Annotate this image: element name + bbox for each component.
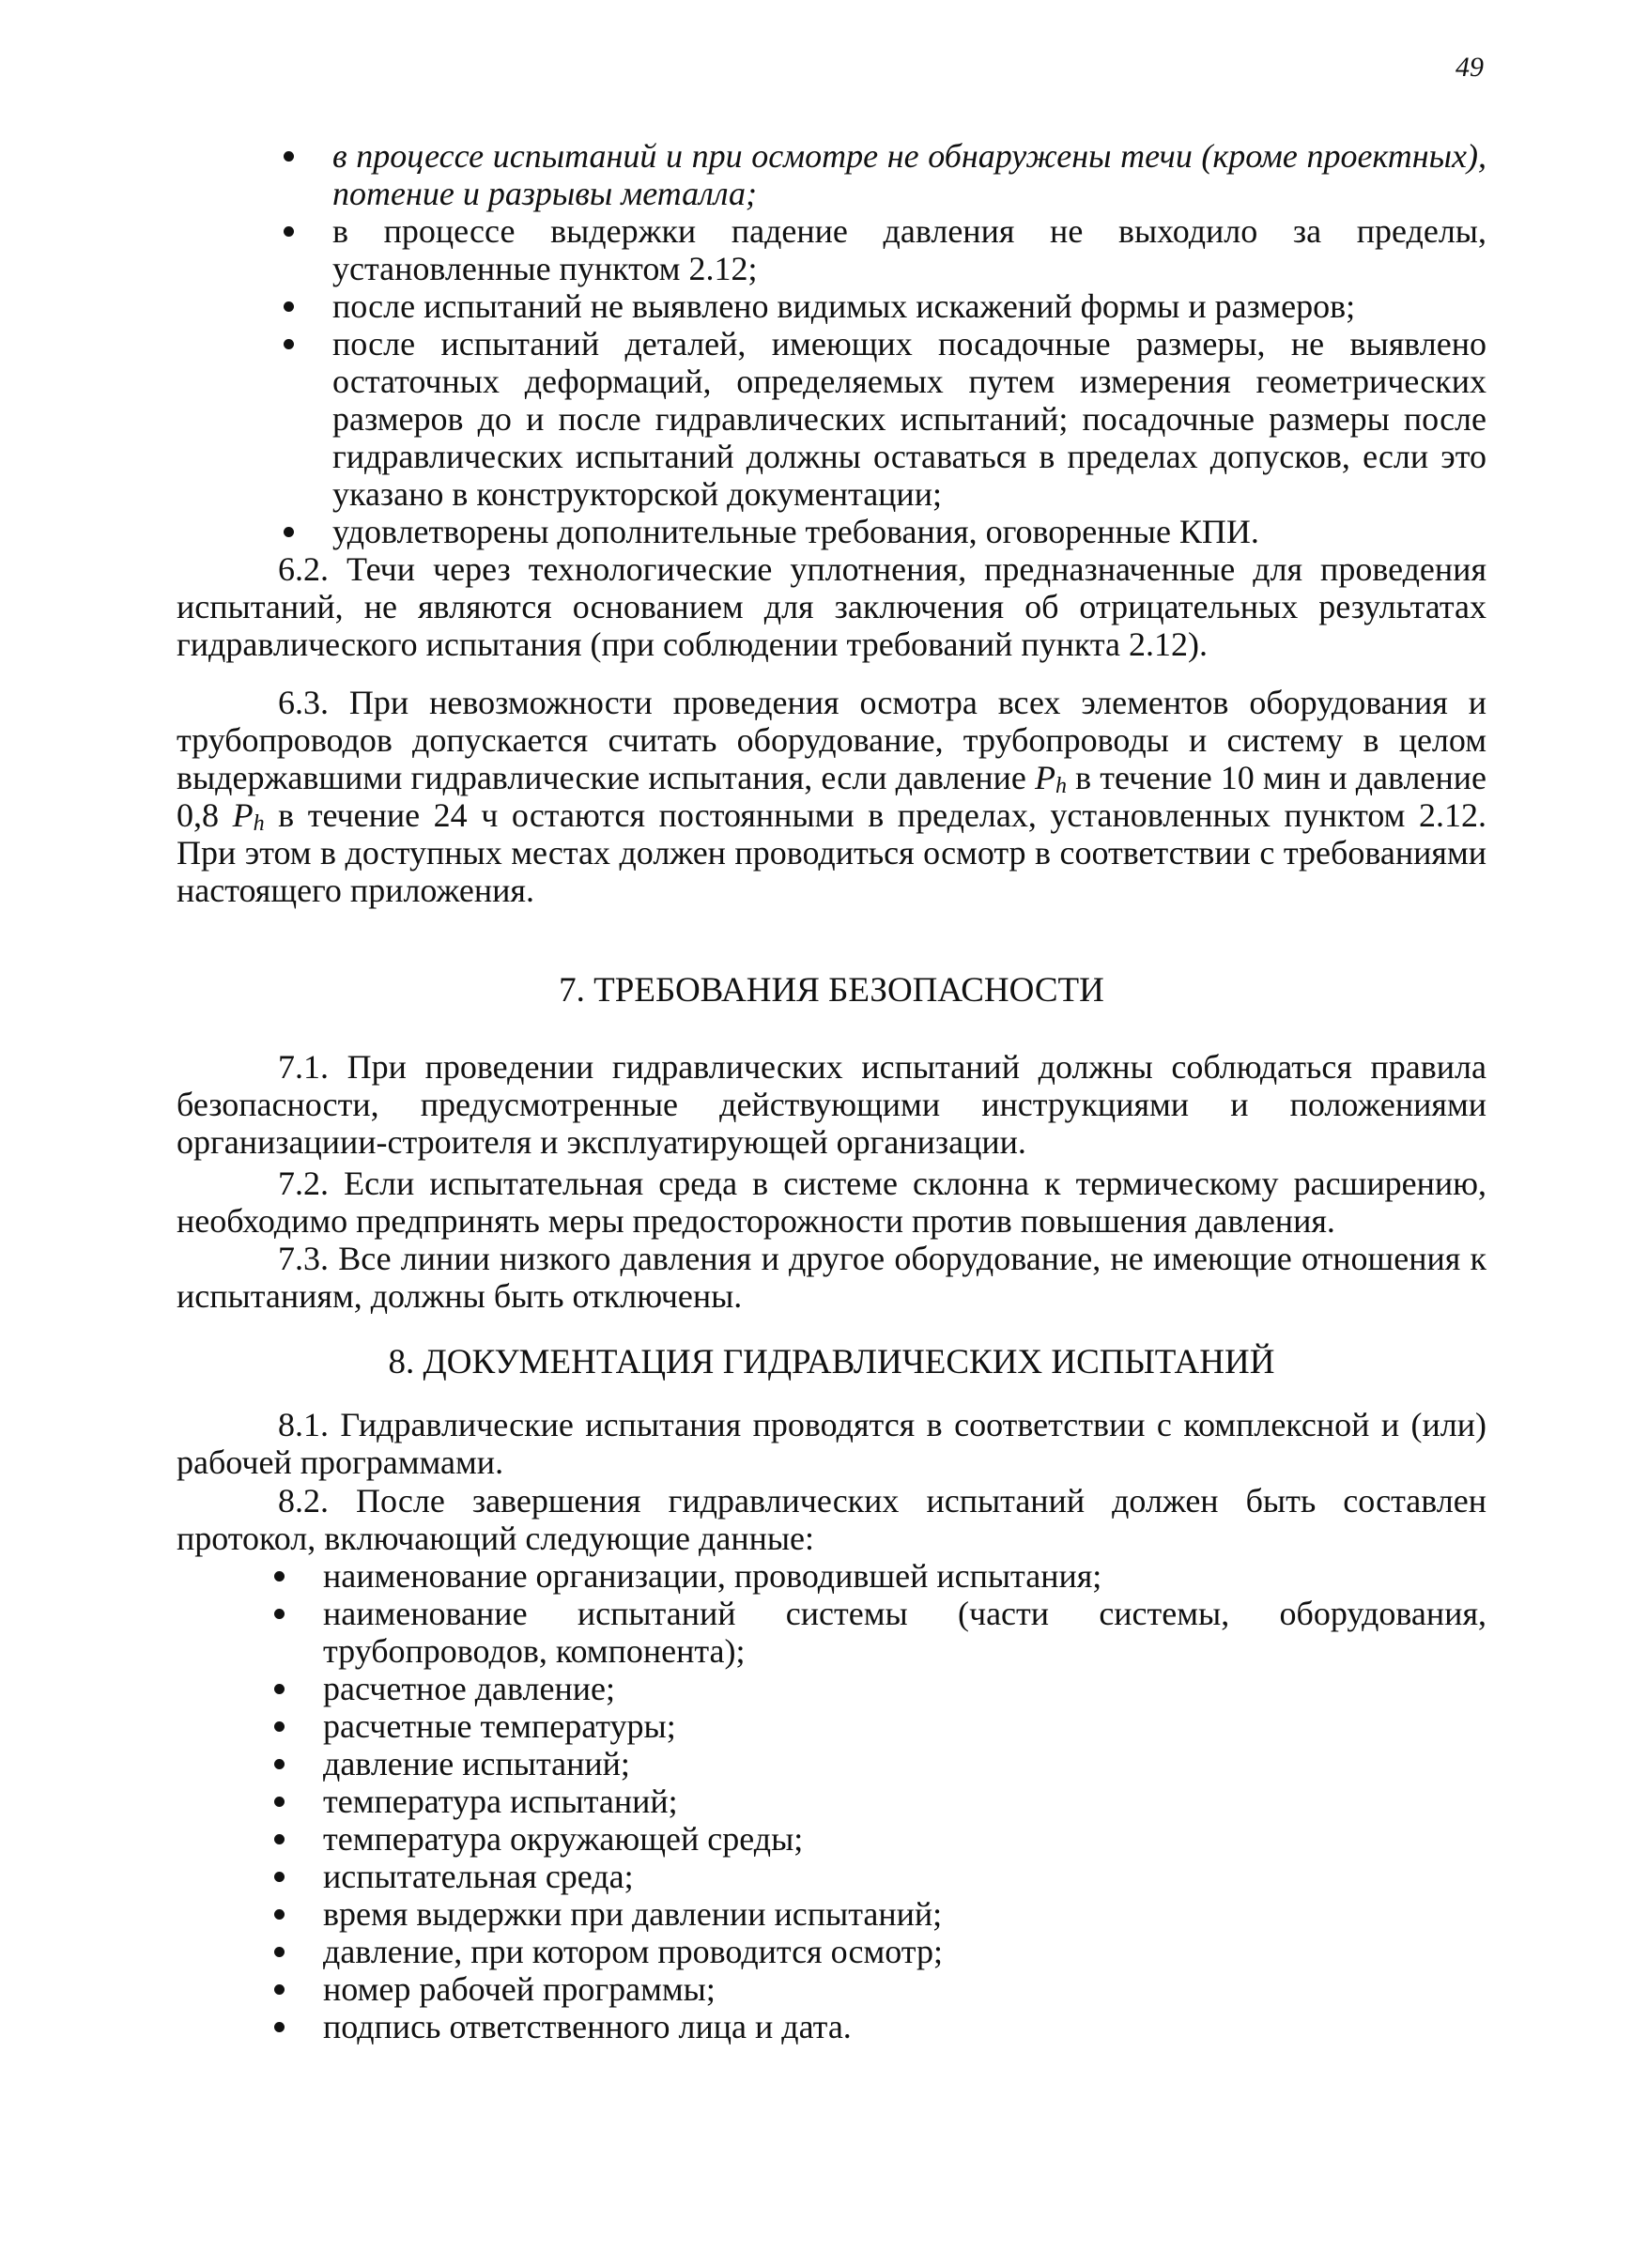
paragraph-8-1: 8.1. Гидравлические испытания проводятся в соответствии с комплексной и (или) рабочей программами. (177, 1406, 1486, 1481)
list-item: испытательная среда; (323, 1858, 1486, 1895)
bullet-icon (274, 1834, 285, 1844)
paragraph-8-2: 8.2. После завершения гидравлических испытаний должен быть составлен протокол, включающий следующие данные: (177, 1482, 1486, 1557)
list-item: удовлетворены дополнительные требования, оговоренные КПИ. (332, 513, 1486, 550)
bullet-icon (274, 1684, 285, 1694)
protocol-data-list (323, 1557, 1486, 2045)
paragraph-7-2: 7.2. Если испытательная среда в системе склонна к термическому расширению, необходимо предпринять меры предосторожности против повышения давления. (177, 1165, 1486, 1240)
list-item: после испытаний не выявлено видимых искажений формы и размеров; (332, 287, 1486, 325)
list-item: температура испытаний; (323, 1782, 1486, 1820)
page-number: 49 (1455, 52, 1484, 83)
list-item: расчетные температуры; (323, 1707, 1486, 1745)
bullet-icon (274, 1759, 285, 1769)
list-item: в процессе испытаний и при осмотре не обнаружены течи (кроме проектных), потение и разрывы металла; (332, 137, 1486, 212)
list-item: в процессе выдержки падение давления не выходило за пределы, установленные пунктом 2.12; (332, 212, 1486, 287)
paragraph-6-3: 6.3. При невозможности проведения осмотра всех элементов оборудования и трубопроводов допускается считать оборудование, трубопроводы и систему в целом выдержавшими гидравлические испытания, если давление $P_h$ в течение 10 мин и давление 0,8 $P_h$ в течение 24 ч остаются постоянными в пределах, установленных пунктом 2.12. При этом в доступных местах должен проводиться осмотр в соответствии с требованиями настоящего приложения. (177, 684, 1486, 909)
bullet-icon (274, 1571, 285, 1581)
pressure-symbol: $P_h$ (1035, 759, 1068, 798)
paragraph-7-3: 7.3. Все линии низкого давления и другое оборудование, не имеющие отношения к испытаниям, должны быть отключены. (177, 1240, 1486, 1315)
list-item: наименование организации, проводившей испытания; (323, 1557, 1486, 1595)
bullet-icon (284, 301, 294, 312)
bullet-icon (274, 1721, 285, 1732)
list-item: подпись ответственного лица и дата. (323, 2008, 1486, 2045)
list-item: давление, при котором проводится осмотр; (323, 1933, 1486, 1970)
bullet-icon (274, 1797, 285, 1807)
bullet-icon (284, 226, 294, 237)
list-item: температура окружающей среды; (323, 1820, 1486, 1858)
pressure-symbol: $P_h$ (232, 796, 265, 836)
bullet-icon (274, 1984, 285, 1995)
paragraph-7-1: 7.1. При проведении гидравлических испытаний должны соблюдаться правила безопасности, предусмотренные действующими инструкциями и положениями организациии-строителя и эксплуатирующей организации. (177, 1048, 1486, 1161)
list-item: после испытаний деталей, имеющих посадочные размеры, не выявлено остаточных деформаций, определяемых путем измерения геометрических размеров до и после гидравлических испытаний; посадочные размеры после гидравлических испытаний должны оставаться в пределах допусков, если это указано в конструкторской документации; (332, 325, 1486, 513)
bullet-icon (274, 1609, 285, 1619)
bullet-icon (274, 2022, 285, 2032)
list-item: давление испытаний; (323, 1745, 1486, 1782)
section-7-title: 7. ТРЕБОВАНИЯ БЕЗОПАСНОСТИ (559, 971, 1104, 1010)
list-item: номер рабочей программы; (323, 1970, 1486, 2008)
list-item: наименование испытаний системы (части системы, оборудования, трубопроводов, компонента); (323, 1595, 1486, 1670)
bullet-icon (274, 1909, 285, 1920)
bullet-icon (274, 1872, 285, 1882)
result-criteria-list (332, 137, 1486, 550)
bullet-icon (274, 1947, 285, 1957)
list-item: время выдержки при давлении испытаний; (323, 1895, 1486, 1933)
list-item: расчетное давление; (323, 1670, 1486, 1707)
bullet-icon (284, 151, 294, 162)
bullet-icon (284, 339, 294, 349)
section-8-title: 8. ДОКУМЕНТАЦИЯ ГИДРАВЛИЧЕСКИХ ИСПЫТАНИЙ (388, 1343, 1275, 1381)
paragraph-6-2: 6.2. Течи через технологические уплотнения, предназначенные для проведения испытаний, не являются основанием для заключения об отрицательных результатах гидравлического испытания (при соблюдении требований пункта 2.12). (177, 550, 1486, 663)
bullet-icon (284, 527, 294, 537)
